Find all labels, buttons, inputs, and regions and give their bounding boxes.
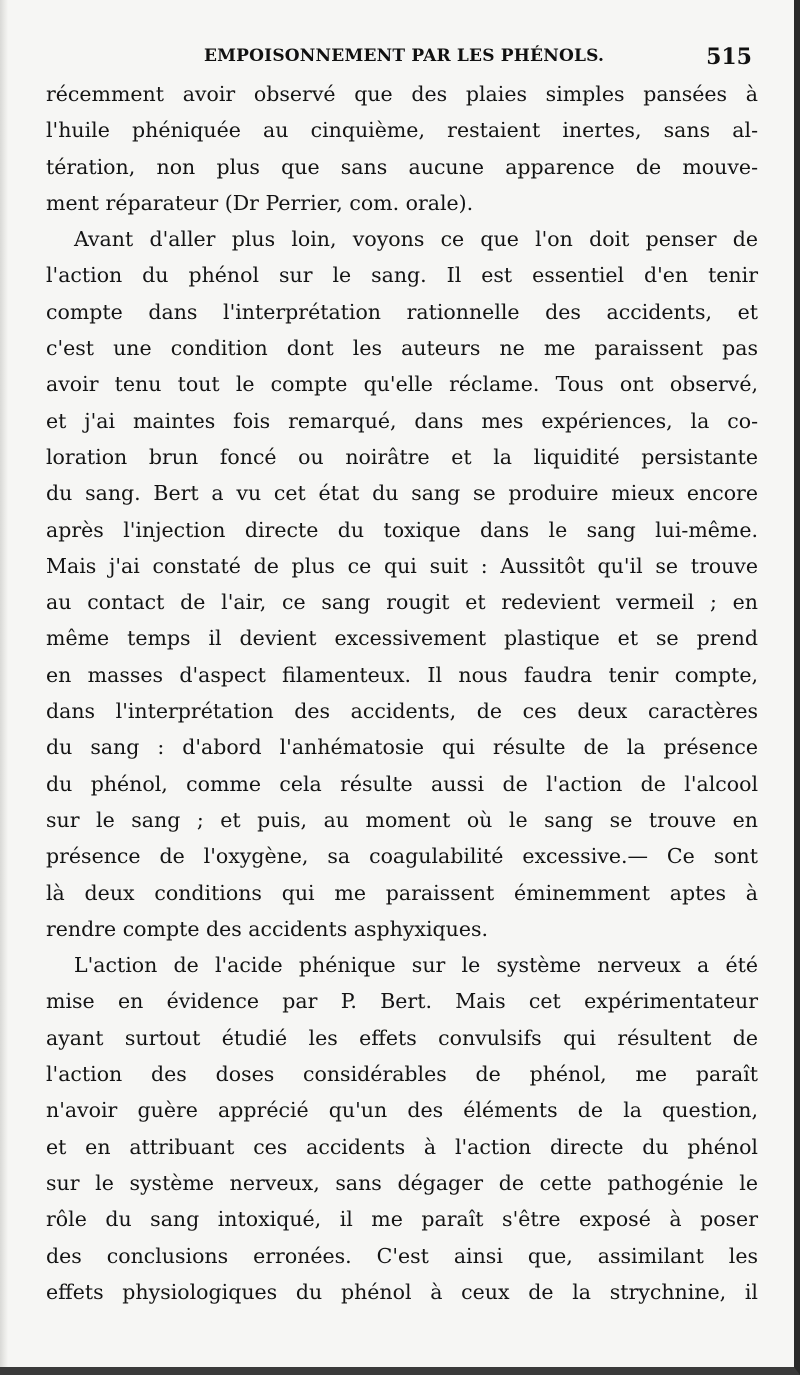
page-gutter-shadow: [0, 0, 8, 1375]
text-line: et j'ai maintes fois remarqué, dans mes expériences, la co-: [46, 408, 758, 433]
text-line: L'action de l'acide phénique sur le système nerveux a été: [74, 953, 758, 978]
text-line: du sang : d'abord l'anhématosie qui résulte de la présence: [46, 735, 758, 760]
text-line: du phénol, comme cela résulte aussi de l'action de l'alcool: [46, 771, 758, 796]
page-number: 515: [706, 44, 752, 70]
text-line: sur le système nerveux, sans dégager de cette pathogénie le: [46, 1170, 758, 1195]
text-line: l'action des doses considérables de phénol, me paraît: [46, 1062, 758, 1087]
text-line: mise en évidence par P. Bert. Mais cet expérimentateur: [46, 989, 758, 1014]
text-line: Avant d'aller plus loin, voyons ce que l'on doit penser de: [74, 227, 758, 252]
text-line: dans l'interprétation des accidents, de ces deux caractères: [46, 699, 758, 724]
text-line: Mais j'ai constaté de plus ce qui suit : Aussitôt qu'il se trouve: [46, 553, 758, 578]
text-line: récemment avoir observé que des plaies simples pansées à: [46, 82, 758, 106]
text-line: c'est une condition dont les auteurs ne me paraissent pas: [46, 336, 758, 361]
paragraph: [46, 76, 758, 221]
text-line: là deux conditions qui me paraissent éminemment aptes à: [46, 880, 758, 905]
paragraph: [46, 947, 758, 1310]
text-line: loration brun foncé ou noirâtre et la liquidité persistante: [46, 444, 758, 469]
text-line: des conclusions erronées. C'est ainsi que, assimilant les: [46, 1243, 758, 1268]
page-header: [44, 40, 756, 76]
text-line: avoir tenu tout le compte qu'elle réclame. Tous ont observé,: [46, 372, 758, 397]
text-line: au contact de l'air, ce sang rougit et redevient vermeil ; en: [46, 590, 758, 615]
text-line: ment réparateur (Dr Perrier, com. orale).: [46, 190, 474, 215]
text-line: après l'injection directe du toxique dans le sang lui-même.: [46, 517, 758, 542]
text-line: l'action du phénol sur le sang. Il est essentiel d'en tenir: [46, 263, 758, 288]
text-line: du sang. Bert a vu cet état du sang se produire mieux encore: [46, 481, 758, 506]
text-line: l'huile phéniquée au cinquième, restaient inertes, sans al-: [46, 118, 758, 143]
text-line: tération, non plus que sans aucune apparence de mouve-: [46, 154, 758, 179]
text-line: rôle du sang intoxiqué, il me paraît s'être exposé à poser: [46, 1207, 758, 1232]
text-line: et en attribuant ces accidents à l'action directe du phénol: [46, 1134, 758, 1159]
text-line: en masses d'aspect filamenteux. Il nous faudra tenir compte,: [46, 662, 758, 687]
text-line: présence de l'oxygène, sa coagulabilité excessive.— Ce sont: [46, 844, 758, 869]
text-line: n'avoir guère apprécié qu'un des éléments de la question,: [46, 1098, 758, 1123]
text-line: sur le sang ; et puis, au moment où le sang se trouve en: [46, 807, 758, 832]
text-line: même temps il devient excessivement plastique et se prend: [46, 626, 758, 651]
body-text: [46, 76, 758, 1310]
text-line: rendre compte des accidents asphyxiques.: [46, 916, 489, 941]
text-line: ayant surtout étudié les effets convulsifs qui résultent de: [46, 1025, 758, 1050]
text-line: compte dans l'interprétation rationnelle des accidents, et: [46, 299, 758, 324]
text-line: effets physiologiques du phénol à ceux de la strychnine, il: [46, 1279, 758, 1304]
paragraph: [46, 221, 758, 947]
running-title: EMPOISONNEMENT PAR LES PHÉNOLS.: [204, 46, 605, 66]
